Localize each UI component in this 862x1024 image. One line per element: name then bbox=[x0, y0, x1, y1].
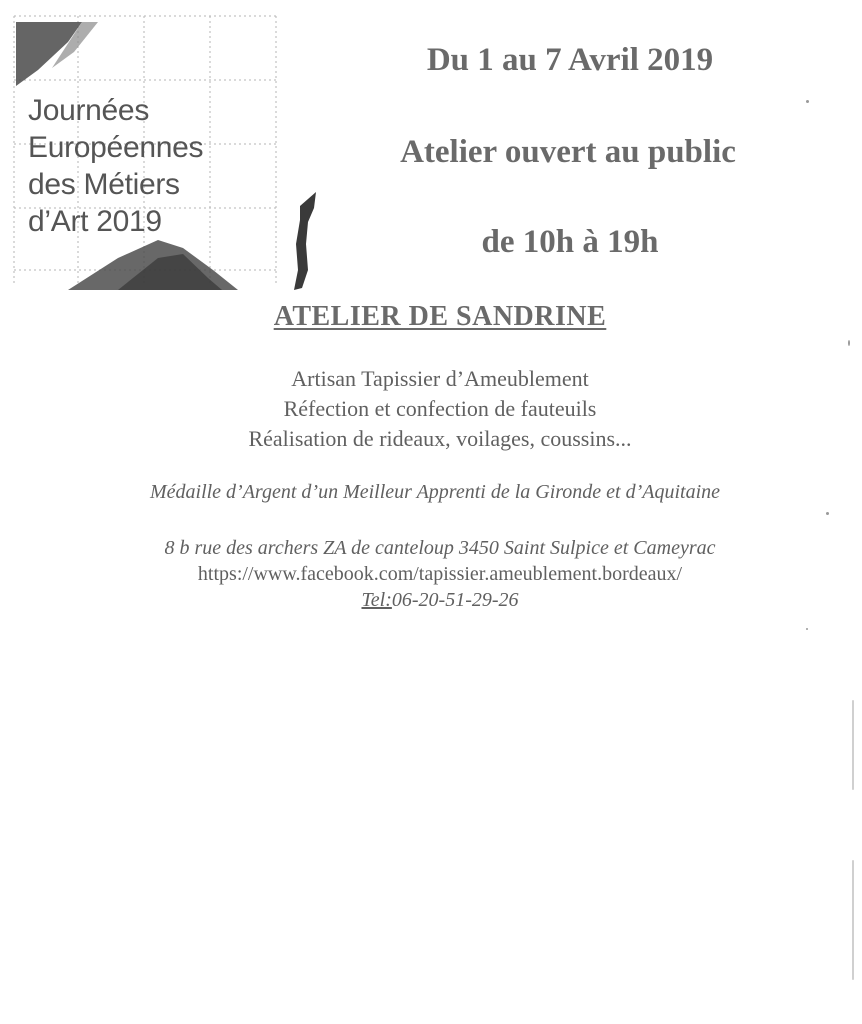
phone-label: Tel: bbox=[361, 589, 392, 611]
service-line: Réfection et confection de fauteuils bbox=[283, 396, 597, 421]
scan-speck bbox=[826, 512, 829, 515]
scan-speck bbox=[852, 860, 854, 980]
scan-speck bbox=[806, 100, 809, 103]
logo-line-3: des Métiers bbox=[28, 168, 180, 201]
atelier-title: ATELIER DE SANDRINE bbox=[273, 301, 607, 332]
contact-block bbox=[60, 535, 820, 613]
address: 8 b rue des archers ZA de canteloup 3450 Saint Sulpice et Cameyrac bbox=[164, 537, 716, 559]
scan-speck bbox=[806, 628, 808, 630]
logo-text bbox=[28, 92, 203, 240]
event-logo bbox=[8, 8, 328, 298]
opening-hours: de 10h à 19h bbox=[481, 224, 659, 260]
scan-speck bbox=[852, 700, 854, 790]
event-dates: Du 1 au 7 Avril 2019 bbox=[426, 42, 714, 78]
logo-line-1: Journées bbox=[28, 94, 150, 127]
phone-number[interactable]: 06-20-51-29-26 bbox=[391, 589, 519, 611]
website-link[interactable]: https://www.facebook.com/tapissier.ameublement.bordeaux/ bbox=[197, 563, 683, 585]
service-line: Artisan Tapissier d’Ameublement bbox=[291, 366, 589, 391]
logo-line-2: Européennes bbox=[28, 131, 204, 164]
scan-speck bbox=[848, 340, 850, 346]
service-line: Réalisation de rideaux, voilages, coussins... bbox=[248, 426, 632, 451]
services-list bbox=[160, 364, 720, 454]
medal-award: Médaille d’Argent d’un Meilleur Apprenti de la Gironde et d’Aquitaine bbox=[149, 481, 721, 503]
open-to-public-heading: Atelier ouvert au public bbox=[400, 134, 736, 170]
phone-line bbox=[60, 587, 820, 613]
logo-line-4: d’Art 2019 bbox=[28, 205, 162, 238]
